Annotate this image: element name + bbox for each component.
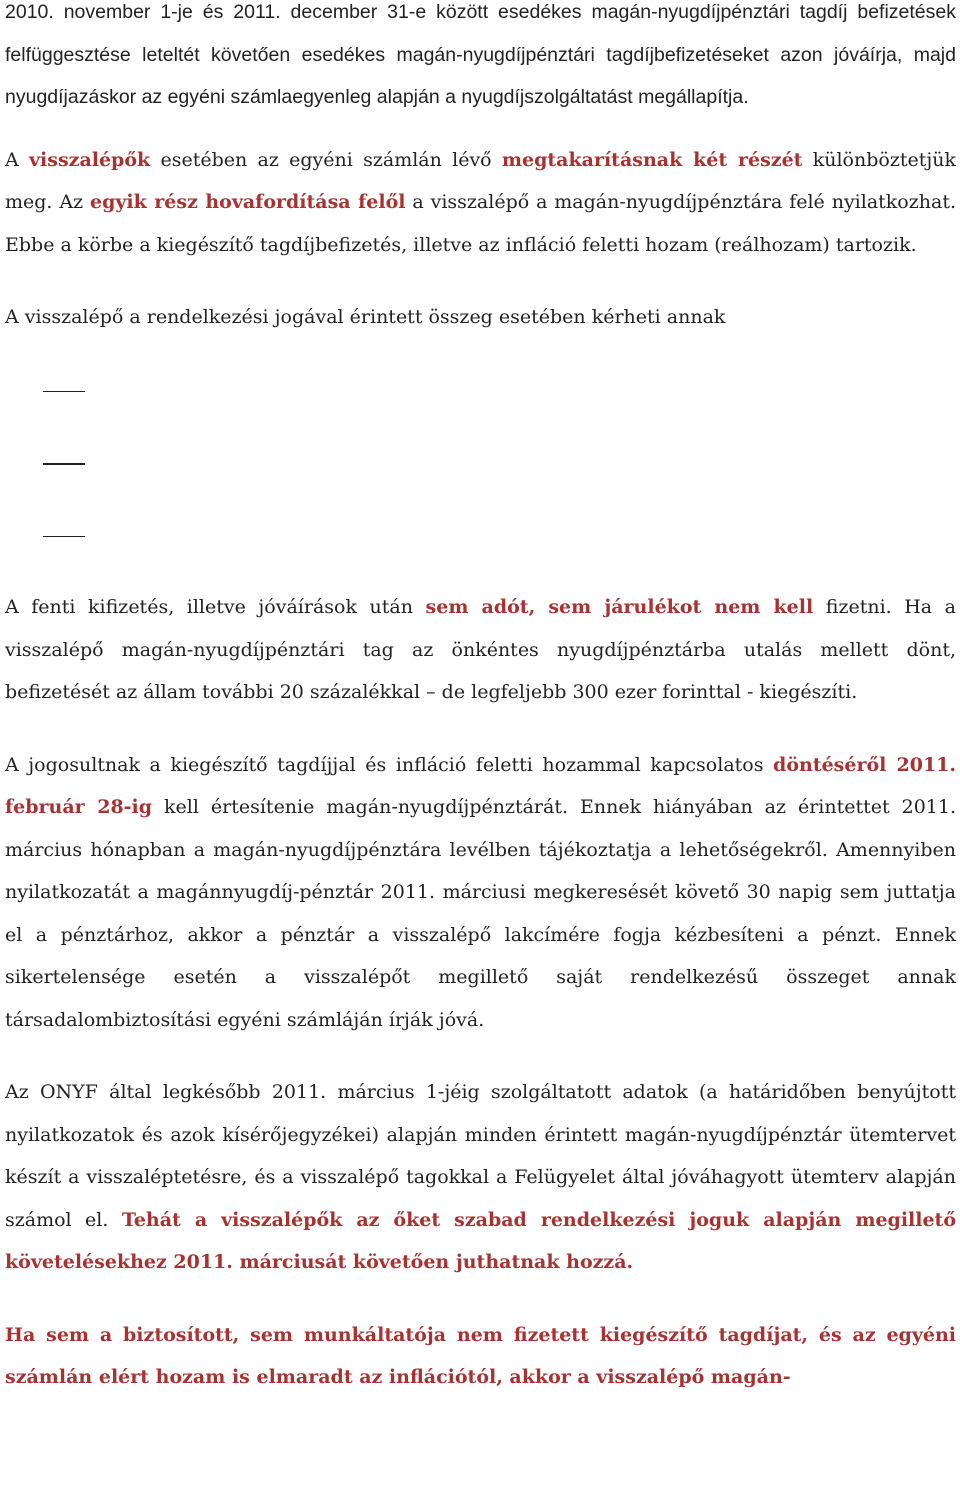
list-item (5, 370, 956, 443)
highlight-text: Ha sem a biztosított, sem munkáltatója nem fizetett kiegészítő tagdíjat, és az egyéni számlán elért hozam is elmaradt az inflációtól, akkor a visszalépő magán- (5, 1323, 956, 1388)
paragraph-text: A jogosultnak a kiegészítő tagdíjjal és infláció feletti hozammal kapcsolatos (5, 753, 774, 776)
paragraph-text: kell értesítenie magán-nyugdíjpénztárát. Ennek hiányában az érintettet 2011. március hónapban a magán-nyugdíjpénztára levélben tájékoztatja a lehetőségekről. Amennyiben nyilatkozatát a magánnyugdíj-pénztár 2011. márciusi megkeresését követő 30 napig sem juttatja el a pénztárhoz, akkor a pénztár a visszalépő lakcímére fogja kézbesíteni a pénzt. Ennek sikertelensége esetén a visszalépőt megillető saját rendelkezésű összeget annak társadalombiztosítási egyéni számláján írják jóvá. (5, 796, 956, 1031)
paragraph-text: a visszalépő a magán-nyugdíjpénztára felé nyilatkozhat. Ebbe a körbe a kiegészítő tagdíjbefizetés, illetve az infláció feletti hozam (reálhozam) tartozik. (5, 191, 956, 256)
paragraph-text: 2010. november 1-je és 2011. december 31-e között esedékes magán-nyugdíjpénztári tagdíj befizetések felfüggesztése leteltét követően esedékes magán-nyugdíjpénztári tagdíjbefizetéseket azon jóváírja, majd nyugdíjazáskor az egyéni számlaegyenleg alapján a nyugdíjszolgáltatást megállapítja. (5, 1, 956, 108)
paragraph-suspension (5, 0, 956, 119)
paragraph-text: Az ONYF által legkésőbb 2011. március 1-jéig szolgáltatott adatok (a határidőben benyújtott nyilatkozatok és azok kísérőjegyzékei) alapján minden érintett magán-nyugdíjpénztár ütemtervet készít a visszaléptetésre, és a visszalépő tagokkal a Felügyelet által jóváhagyott ütemterv alapján számol el. (5, 1081, 956, 1231)
highlight-text: megtakarításnak két részét (501, 148, 803, 171)
paragraph-text: fizetni. Ha a visszalépő magán-nyugdíjpénztári tag az önkéntes nyugdíjpénztárba utalás mellett dönt, befizetését az állam további 20 százalékkal – de legfeljebb 300 ezer forinttal - kiegészíti. (5, 596, 957, 703)
paragraph-deadline (5, 744, 956, 1042)
highlight-text: sem adót, sem járulékot nem kell (425, 596, 814, 618)
paragraph-text: A (5, 148, 29, 171)
highlight-text: visszalépők (29, 148, 151, 171)
list-item (5, 442, 956, 515)
dash-bullet-icon (43, 463, 85, 465)
paragraph-text: A visszalépő a rendelkezési jogával érintett összeg esetében kérheti annak (5, 306, 726, 328)
paragraph-no-contribution (5, 1314, 956, 1399)
paragraph-text: esetében az egyéni számlán lévő (150, 148, 502, 171)
paragraph-text: különböztetjük meg. Az (5, 148, 956, 213)
paragraph-request-intro (5, 296, 956, 339)
paragraph-onyf-schedule (5, 1071, 956, 1284)
paragraph-two-parts (5, 139, 956, 267)
dash-bullet-icon (43, 391, 85, 393)
paragraph-text: A fenti kifizetés, illetve jóváírások után (5, 596, 426, 618)
highlight-text: egyik rész hovafordítása felől (90, 191, 406, 213)
highlight-text: Tehát a visszalépők az őket szabad rendelkezési joguk alapján megillető követelésekhez 2011. márciusát követően juthatnak hozzá. (5, 1208, 957, 1273)
document-page (5, 0, 956, 1399)
dash-bullet-icon (43, 536, 85, 538)
list-item (5, 515, 956, 588)
request-options-list (5, 370, 956, 588)
paragraph-tax-free (5, 586, 956, 714)
highlight-text: döntéséről 2011. február 28-ig (5, 753, 957, 818)
